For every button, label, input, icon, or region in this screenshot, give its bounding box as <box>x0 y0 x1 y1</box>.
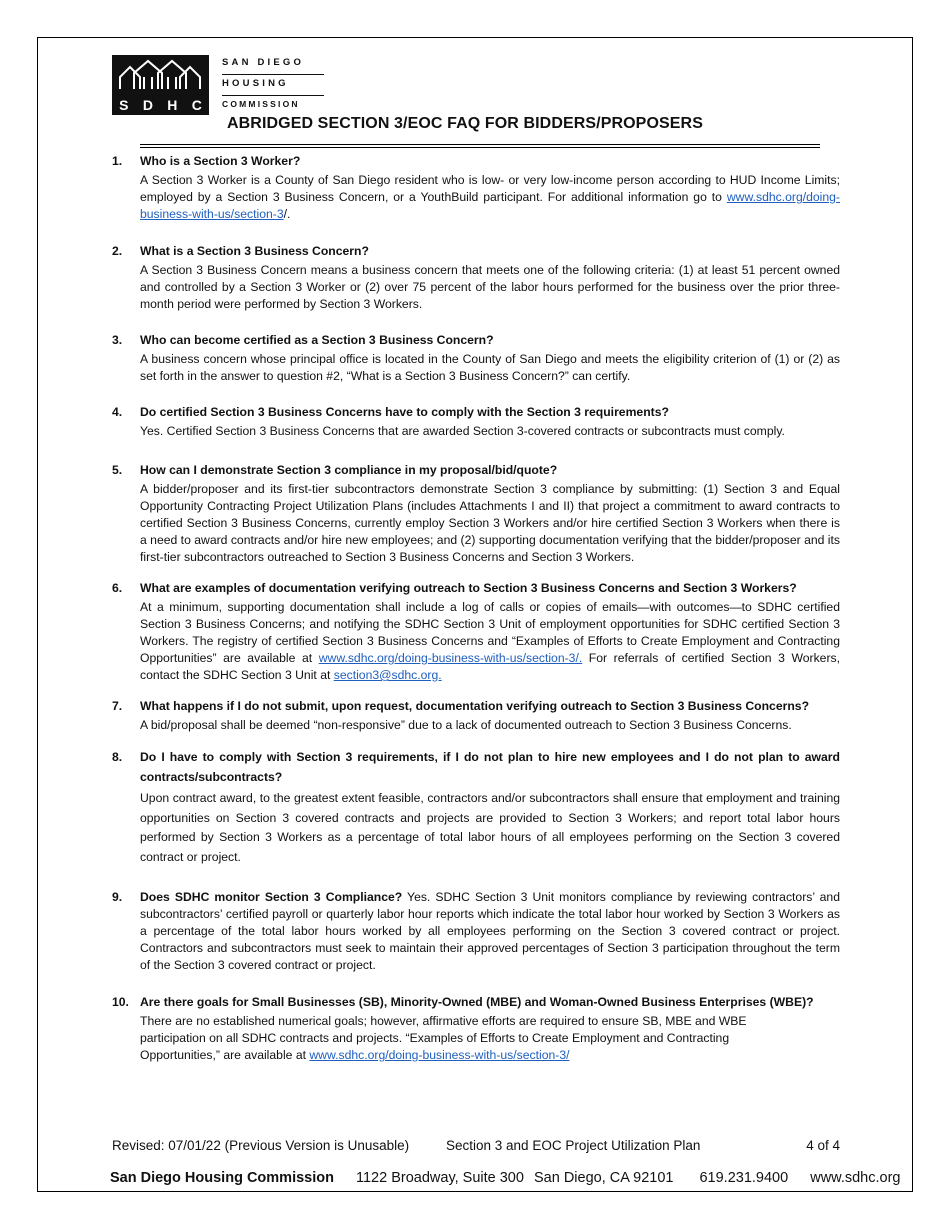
street-address: 1122 Broadway, Suite 300 <box>356 1170 524 1186</box>
faq-answer <box>140 599 840 684</box>
answer-text: At a minimum, supporting documentation shall include a log of calls or copies of emails—with outcomes—to SDHC certified Section 3 Business Concerns; and notifying the SDHC Section 3 Unit of employment opportunities for SDHC certified Section 3 Workers. The registry of certified Section 3 Business Concerns and “Examples of Efforts to Create Employment and Contracting Opportunities” are available at <box>140 600 840 665</box>
faq-answer: A bidder/proposer and its first-tier subcontractors demonstrate Section 3 compliance by submitting: (1) Section 3 and Equal Opportunity Contracting Project Utilization Plans (includes Attachments I and II) that project a commitment to award contracts to certified Section 3 Business Concerns, currently employ Section 3 Workers and/or hire certified Section 3 Workers when there is a need to award contracts and/or hire new employees; and (2) supporting documentation verifying that the bidder/proposer and its first-tier subcontractors outreached to Section 3 Business Concerns and Section 3 Workers. <box>140 482 840 564</box>
faq-answer: A bid/proposal shall be deemed “non-responsive” due to a lack of documented outreach to Section 3 Business Concerns. <box>140 718 792 732</box>
faq-number: 1. <box>112 154 123 168</box>
sdhc-logo <box>112 55 324 115</box>
faq-question: Who can become certified as a Section 3 Business Concern? <box>140 333 494 347</box>
section3-link[interactable]: www.sdhc.org/doing-business-with-us/section-3 <box>140 190 840 221</box>
faq-answer: Upon contract award, to the greatest extent feasible, contractors and/or subcontractors shall ensure that employment and training opportunities on Section 3 covered contracts and projects are provided to Section 3 Workers; and report total labor hours performed by Section 3 Workers as a percentage of total labor hours of all employees performing on the Section 3 covered contract or project. <box>140 791 840 864</box>
faq-list <box>112 153 840 1064</box>
faq-number: 3. <box>112 333 123 347</box>
faq-number: 8. <box>112 750 123 764</box>
faq-answer <box>140 172 840 223</box>
logo-letter: H <box>167 97 178 113</box>
phone-number: 619.231.9400 <box>699 1170 789 1186</box>
logo-word: SAN DIEGO <box>222 57 324 75</box>
faq-answer: A Section 3 Business Concern means a business concern that meets one of the following criteria: (1) at least 51 percent owned and controlled by a Section 3 Worker or (2) over 75 percent of the labor hours performed for the business over the prior three-month period were performed by Section 3 Workers. <box>140 263 840 311</box>
page-number: 4 of 4 <box>806 1138 840 1153</box>
website: www.sdhc.org <box>810 1170 901 1186</box>
faq-number: 10. <box>112 995 129 1009</box>
faq-question: Do certified Section 3 Business Concerns have to comply with the Section 3 requirements? <box>140 405 669 419</box>
logo-word: COMMISSION <box>222 99 300 109</box>
faq-answer <box>140 1013 770 1064</box>
logo-mark <box>112 55 209 115</box>
faq-item <box>112 243 840 313</box>
org-name: San Diego Housing Commission <box>110 1170 334 1186</box>
answer-text: A Section 3 Worker is a County of San Diego resident who is low- or very low-income person according to HUD Income Limits; employed by a Section 3 Business Concern, or a YouthBuild participant. For additional information go to <box>140 173 840 204</box>
faq-number: 9. <box>112 890 123 904</box>
faq-item <box>112 404 840 440</box>
faq-number: 7. <box>112 699 123 713</box>
faq-answer: A business concern whose principal office is located in the County of San Diego and meets the eligibility criterion of (1) or (2) as set forth in the answer to question #2, “What is a Section 3 Business Concern?” can certify. <box>140 352 840 383</box>
title-rule <box>140 147 820 148</box>
email-link[interactable]: section3@sdhc.org. <box>333 668 442 682</box>
revised-date: Revised: 07/01/22 (Previous Version is Unusable) <box>112 1138 410 1153</box>
faq-item <box>112 462 840 566</box>
logo-letter: S <box>119 97 129 113</box>
plan-name: Section 3 and EOC Project Utilization Plan <box>446 1138 701 1153</box>
faq-item <box>112 748 840 867</box>
faq-question: Does SDHC monitor Section 3 Compliance? <box>140 890 403 904</box>
title-rule <box>140 144 820 145</box>
city-address: San Diego, CA 92101 <box>533 1170 674 1186</box>
faq-number: 4. <box>112 405 123 419</box>
faq-answer <box>140 889 840 974</box>
faq-item <box>112 332 840 385</box>
answer-text: Yes. SDHC Section 3 Unit monitors compliance by reviewing contractors’ and subcontractors’ certified payroll or quarterly labor hour reports which indicate the total labor hour worked by Section 3 Workers as a percentage of the total labor hours worked by all employees performing on the Section 3 covered contract or project. Contractors and subcontractors must seek to maintain their approved percentages of Section 3 participation throughout the term of the Section 3 covered contract or project. <box>140 890 840 972</box>
faq-question: Are there goals for Small Businesses (SB), Minority-Owned (MBE) and Woman-Owned Business Enterprises (WBE)? <box>140 995 814 1009</box>
logo-letter: D <box>142 97 153 113</box>
faq-number: 5. <box>112 463 123 477</box>
faq-item <box>112 889 840 974</box>
faq-question: Who is a Section 3 Worker? <box>140 154 301 168</box>
section3-link[interactable]: www.sdhc.org/doing-business-with-us/section-3/. <box>318 651 583 665</box>
faq-question: Do I have to comply with Section 3 requirements, if I do not plan to hire new employees and I do not plan to award contracts/subcontracts? <box>140 750 840 784</box>
faq-number: 2. <box>112 244 123 258</box>
answer-text: For referrals of certified Section 3 Workers, contact the SDHC Section 3 Unit at <box>140 651 840 682</box>
faq-answer: Yes. Certified Section 3 Business Concerns that are awarded Section 3-covered contracts or subcontracts must comply. <box>140 424 785 438</box>
faq-number: 6. <box>112 581 123 595</box>
faq-item <box>112 698 840 734</box>
logo-word: HOUSING <box>222 78 324 96</box>
contact-bar <box>110 1170 900 1186</box>
faq-question: How can I demonstrate Section 3 compliance in my proposal/bid/quote? <box>140 463 558 477</box>
answer-text: /. <box>283 207 291 221</box>
houses-icon <box>118 59 203 93</box>
page-footer <box>112 1138 840 1153</box>
logo-letter: C <box>191 97 202 113</box>
faq-question: What are examples of documentation verifying outreach to Section 3 Business Concerns and Section 3 Workers? <box>140 581 797 595</box>
section3-link[interactable]: www.sdhc.org/doing-business-with-us/section-3/ <box>309 1048 570 1062</box>
faq-item <box>112 994 840 1064</box>
document-title: ABRIDGED SECTION 3/EOC FAQ FOR BIDDERS/PROPOSERS <box>227 115 703 132</box>
faq-item <box>112 153 840 223</box>
faq-question: What happens if I do not submit, upon request, documentation verifying outreach to Section 3 Business Concerns? <box>140 699 810 713</box>
faq-item <box>112 580 840 684</box>
answer-text: There are no established numerical goals; however, affirmative efforts are required to ensure SB, MBE and WBE participation on all SDHC contracts and projects. “Examples of Efforts to Create Employment and Contracting Opportunities,” are available at <box>140 1014 747 1062</box>
faq-question: What is a Section 3 Business Concern? <box>140 244 369 258</box>
